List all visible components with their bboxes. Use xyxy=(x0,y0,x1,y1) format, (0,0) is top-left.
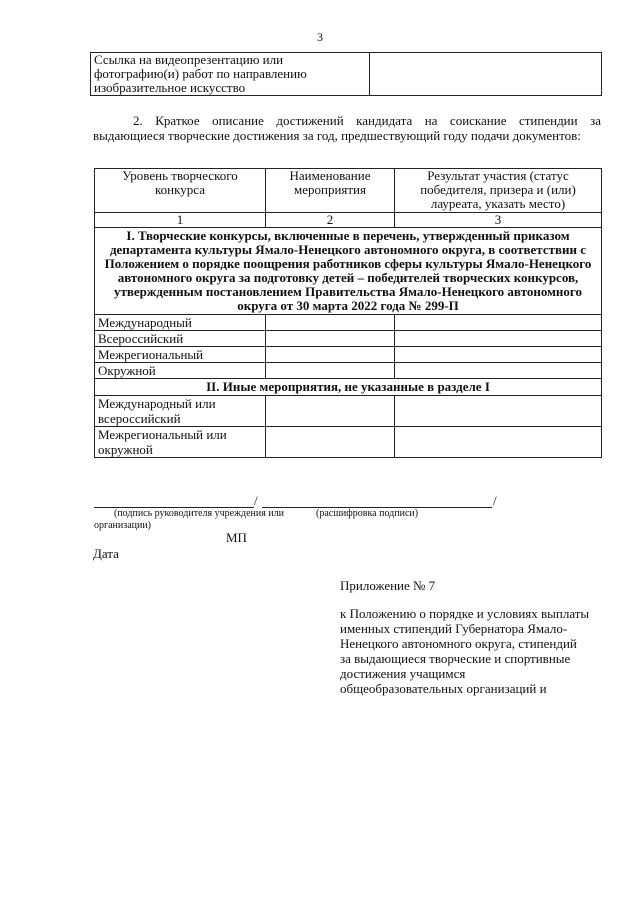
table-row xyxy=(95,331,602,347)
table-row xyxy=(95,396,602,427)
result-cell[interactable] xyxy=(395,347,602,363)
level-label: Всероссийский xyxy=(95,331,266,347)
signature-line[interactable] xyxy=(94,495,254,508)
section-2-title-row xyxy=(95,379,602,396)
signature-decode-line[interactable] xyxy=(262,495,492,508)
appendix-title: Приложение № 7 xyxy=(340,578,436,593)
event-cell[interactable] xyxy=(266,363,395,379)
column-header: Уровень творческого конкурса xyxy=(95,169,266,213)
page-number: 3 xyxy=(317,30,323,44)
table-row xyxy=(95,347,602,363)
table-row xyxy=(95,363,602,379)
level-label: Межрегиональный или окружной xyxy=(95,427,266,458)
section-1-title-row xyxy=(95,228,602,315)
table-row xyxy=(95,315,602,331)
event-cell[interactable] xyxy=(266,331,395,347)
level-label: Международный xyxy=(95,315,266,331)
column-number-row xyxy=(95,213,602,228)
signature-separator: / xyxy=(254,493,258,508)
signature-end-separator: / xyxy=(493,493,497,508)
signature-caption: (подпись руководителя учреждения или организации) xyxy=(94,508,285,531)
video-link-value[interactable] xyxy=(370,53,602,96)
stamp-label: МП xyxy=(226,530,247,545)
column-number: 3 xyxy=(395,213,602,228)
column-number: 2 xyxy=(266,213,395,228)
event-cell[interactable] xyxy=(266,427,395,458)
event-cell[interactable] xyxy=(266,315,395,331)
achievements-table xyxy=(94,168,602,458)
result-cell[interactable] xyxy=(395,363,602,379)
column-header: Результат участия (статус победителя, призера и (или) лауреата, указать место) xyxy=(395,169,602,213)
table-row xyxy=(91,53,602,96)
event-cell[interactable] xyxy=(266,347,395,363)
event-cell[interactable] xyxy=(266,396,395,427)
video-link-label: Ссылка на видеопрезентацию или фотографию(и) работ по направлению изобразительное искусство xyxy=(91,53,370,96)
section-1-title: I. Творческие конкурсы, включенные в перечень, утвержденный приказом департамента культуры Ямало-Ненецкого автономного округа, в соответствии с Положением о порядке поощрения работников сферы культуры Ямало-Ненецкого автономного округа за подготовку детей – победителей творческих конкурсов, утвержденным постановлением Правительства Ямало-Ненецкого автономного округа от 30 марта 2022 года № 299-П xyxy=(95,228,602,315)
result-cell[interactable] xyxy=(395,396,602,427)
level-label: Международный или всероссийский xyxy=(95,396,266,427)
result-cell[interactable] xyxy=(395,315,602,331)
level-label: Межрегиональный xyxy=(95,347,266,363)
column-header: Наименование мероприятия xyxy=(266,169,395,213)
section-2-title: II. Иные мероприятия, не указанные в разделе I xyxy=(95,379,602,396)
video-link-table xyxy=(90,52,602,96)
result-cell[interactable] xyxy=(395,331,602,347)
date-label: Дата xyxy=(93,546,119,561)
table-row xyxy=(95,427,602,458)
appendix-text: к Положению о порядке и условиях выплаты именных стипендий Губернатора Ямало-Ненецкого автономного округа, стипендий за выдающиеся творческие и спортивные достижения учащимся общеобразовательных организаций и xyxy=(340,606,590,696)
signature-decode-caption: (расшифровка подписи) xyxy=(316,508,419,519)
table-header-row xyxy=(95,169,602,213)
level-label: Окружной xyxy=(95,363,266,379)
section-2-paragraph: 2. Краткое описание достижений кандидата на соискание стипендии за выдающиеся творческие достижения за год, предшествующий году подачи документов: xyxy=(93,113,601,143)
column-number: 1 xyxy=(95,213,266,228)
result-cell[interactable] xyxy=(395,427,602,458)
